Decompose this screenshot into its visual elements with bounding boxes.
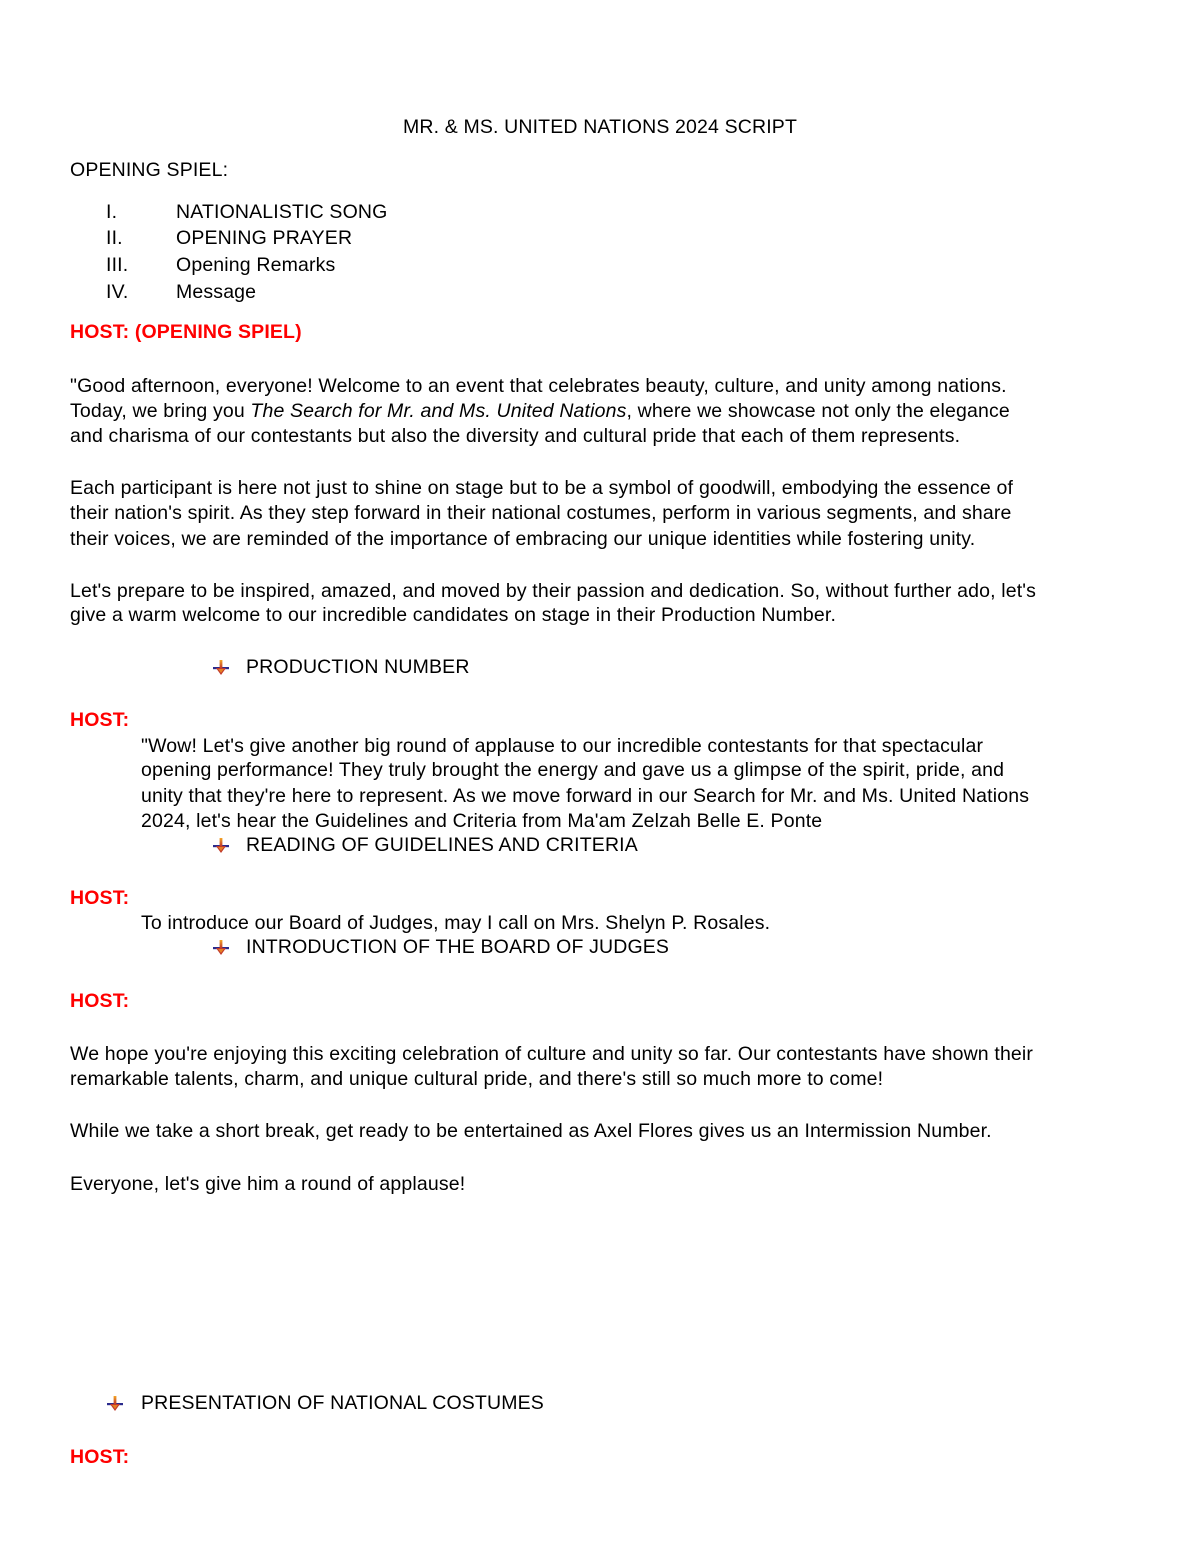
host4-para1-line2: remarkable talents, charm, and unique cultural pride, and there's still so much more to come! xyxy=(70,1068,884,1090)
arrow-down-bullet-icon xyxy=(212,659,230,677)
segment-national-costumes: PRESENTATION OF NATIONAL COSTUMES xyxy=(141,1392,544,1414)
host4-para3: Everyone, let's give him a round of applause! xyxy=(70,1173,466,1195)
segment-judges: INTRODUCTION OF THE BOARD OF JUDGES xyxy=(246,936,670,958)
arrow-down-bullet-icon xyxy=(212,837,230,855)
opening-para2-line1: Each participant is here not just to shine on stage but to be a symbol of goodwill, embodying the essence of xyxy=(70,477,1014,499)
host2-line2: opening performance! They truly brought the energy and gave us a glimpse of the spirit, pride, and xyxy=(141,759,1005,781)
host4-para1-line1: We hope you're enjoying this exciting celebration of culture and unity so far. Our contestants have shown their xyxy=(70,1043,1034,1065)
opening-para1-line3: and charisma of our contestants but also the diversity and cultural pride that each of them represents. xyxy=(70,425,961,447)
host-label: HOST: xyxy=(70,709,130,731)
list-item-text: NATIONALISTIC SONG xyxy=(176,201,388,223)
text-span: , where we showcase not only the elegance xyxy=(626,400,1010,422)
host-label-opening: HOST: (OPENING SPIEL) xyxy=(70,321,302,343)
list-numeral: IV. xyxy=(106,281,129,303)
host3-line: To introduce our Board of Judges, may I call on Mrs. Shelyn P. Rosales. xyxy=(141,912,771,934)
list-numeral: I. xyxy=(106,201,118,223)
text-span: Today, we bring you xyxy=(70,400,251,422)
opening-para1-line2 xyxy=(70,402,1010,422)
arrow-down-bullet-icon xyxy=(106,1395,124,1413)
list-item-text: OPENING PRAYER xyxy=(176,227,353,249)
host-label: HOST: xyxy=(70,990,130,1012)
host2-line1: "Wow! Let's give another big round of applause to our incredible contestants for that spectacular xyxy=(141,735,984,757)
event-name-italic: The Search for Mr. and Ms. United Nations xyxy=(250,400,627,422)
list-item-text: Opening Remarks xyxy=(176,254,336,276)
host-label: HOST: xyxy=(70,887,130,909)
opening-para3-line1: Let's prepare to be inspired, amazed, and moved by their passion and dedication. So, without further ado, let's xyxy=(70,580,1037,602)
segment-production-number: PRODUCTION NUMBER xyxy=(246,656,470,678)
host-label: HOST: xyxy=(70,1446,130,1468)
arrow-down-bullet-icon xyxy=(212,939,230,957)
segment-guidelines: READING OF GUIDELINES AND CRITERIA xyxy=(246,834,638,856)
host4-para2: While we take a short break, get ready to be entertained as Axel Flores gives us an Intermission Number. xyxy=(70,1120,992,1142)
host2-line3: unity that they're here to represent. As we move forward in our Search for Mr. and Ms. United Nations xyxy=(141,785,1030,807)
list-numeral: II. xyxy=(106,227,123,249)
host2-line4: 2024, let's hear the Guidelines and Criteria from Ma'am Zelzah Belle E. Ponte xyxy=(141,810,823,832)
opening-spiel-heading: OPENING SPIEL: xyxy=(70,159,229,181)
opening-para3-line2: give a warm welcome to our incredible candidates on stage in their Production Number. xyxy=(70,604,837,626)
opening-para2-line2: their nation's spirit. As they step forward in their national costumes, perform in various segments, and share xyxy=(70,502,1012,524)
opening-para1-line1: "Good afternoon, everyone! Welcome to an event that celebrates beauty, culture, and unity among nations. xyxy=(70,375,1007,397)
document-title: MR. & MS. UNITED NATIONS 2024 SCRIPT xyxy=(402,116,798,138)
list-item-text: Message xyxy=(176,281,257,303)
list-numeral: III. xyxy=(106,254,129,276)
opening-para2-line3: their voices, we are reminded of the importance of embracing our unique identities while fostering unity. xyxy=(70,528,976,550)
